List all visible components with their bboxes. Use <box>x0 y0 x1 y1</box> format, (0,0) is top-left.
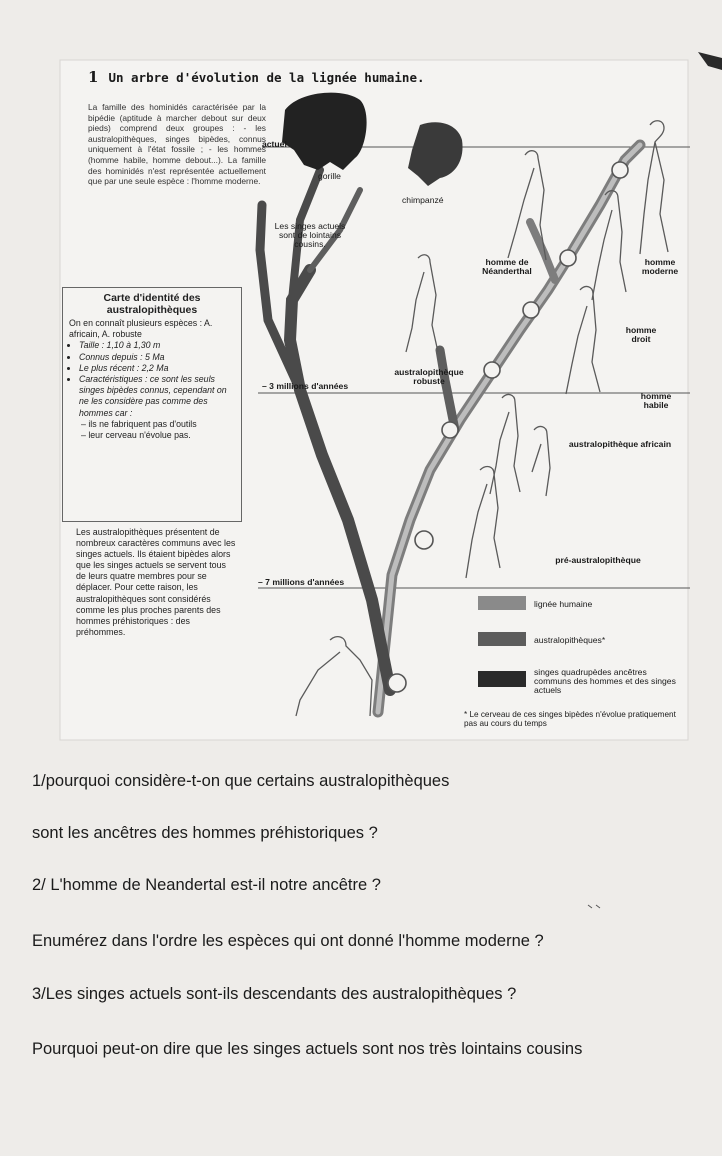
question-3a: 3/Les singes actuels sont-ils descendants des australopithèques ? <box>32 985 517 1003</box>
id-card-line: • Caractéristiques : ce sont les seuls singes bipèdes connus, cependant on ne les considère pas comme des hommes car : <box>79 374 235 419</box>
id-card-heading: Carte d'identité des australopithèques <box>103 292 201 316</box>
figure-title <box>88 68 425 86</box>
label-3-millions: – 3 millions d'années <box>262 381 349 391</box>
label-pre-australopitheque: pré-australopithèque <box>555 555 641 565</box>
label-australopitheque-africain: australopithèque africain <box>568 439 672 449</box>
figure-number: 1 <box>88 68 99 86</box>
question-1b: sont les ancêtres des hommes préhistoriques ? <box>32 824 378 842</box>
id-card-line: • Taille : 1,10 à 1,30 m <box>79 340 235 351</box>
legend-australopitheques: australopithèques* <box>534 635 606 645</box>
question-2b: Enumérez dans l'ordre les espèces qui ont donné l'homme moderne ? <box>32 932 544 950</box>
id-card <box>62 287 242 522</box>
legend-lignee-humaine: lignée humaine <box>534 599 593 609</box>
question-3b: Pourquoi peut-on dire que les singes actuels sont nos très lointains cousins <box>32 1040 583 1058</box>
label-chimpanze: chimpanzé <box>402 195 444 205</box>
id-card-line: • Connus depuis : 5 Ma <box>79 352 235 363</box>
id-card-line: – leur cerveau n'évolue pas. <box>81 430 191 441</box>
legend-singes-quadrupedes: singes quadrupèdes ancêtres communs des hommes et des singes actuels <box>534 667 676 695</box>
label-gorille: gorille <box>318 171 341 181</box>
legend-footnote: * Le cerveau de ces singes bipèdes n'évolue pratiquement pas au cours du temps <box>464 710 676 728</box>
id-card-line: • Le plus récent : 2,2 Ma <box>79 363 235 374</box>
intro-paragraph: La famille des hominidés caractérisée par la bipédie (aptitude à marcher debout sur deux pieds) comprend deux groupes : - les australopithèques, singes bipèdes, connus uniquement à l'état fossile ; - les hommes (homme habile, homme debout...). La famille des hominidés n'est représentée actuellement que par une seule espèce : l'homme moderne. <box>88 102 266 187</box>
label-homme-droit: homme droit <box>625 325 657 344</box>
question-2a: 2/ L'homme de Neandertal est-il notre ancêtre ? <box>32 876 381 894</box>
label-homme-moderne: homme moderne <box>641 257 679 276</box>
australopithecus-note: Les australopithèques présentent de nombreux caractères communs avec les singes actuels. Ils étaient bipèdes alors que les singes actuels se servent tous de leurs quatre membres pour se déplacer. Pour cette raison, les australopithèques sont considérés comme les plus proches parents des hommes préhistoriques : des préhommes. <box>76 527 236 637</box>
figure-title-text: Un arbre d'évolution de la lignée humaine. <box>108 70 425 85</box>
label-neandertal: homme de Néanderthal <box>482 257 532 276</box>
label-singes-cousins: Les singes actuels sont de lointains cousins. <box>274 221 346 249</box>
id-card-line: On en connaît plusieurs espèces : A. africain, A. robuste <box>69 318 213 340</box>
question-1a: 1/pourquoi considère-t-on que certains australopithèques <box>32 772 450 790</box>
label-7-millions: – 7 millions d'années <box>258 577 345 587</box>
label-actuel: actuel <box>262 139 287 149</box>
label-australopitheque-robuste: australopithèque robuste <box>394 367 464 386</box>
label-homme-habile: homme habile <box>640 391 672 410</box>
id-card-line: – ils ne fabriquent pas d'outils <box>81 418 197 429</box>
